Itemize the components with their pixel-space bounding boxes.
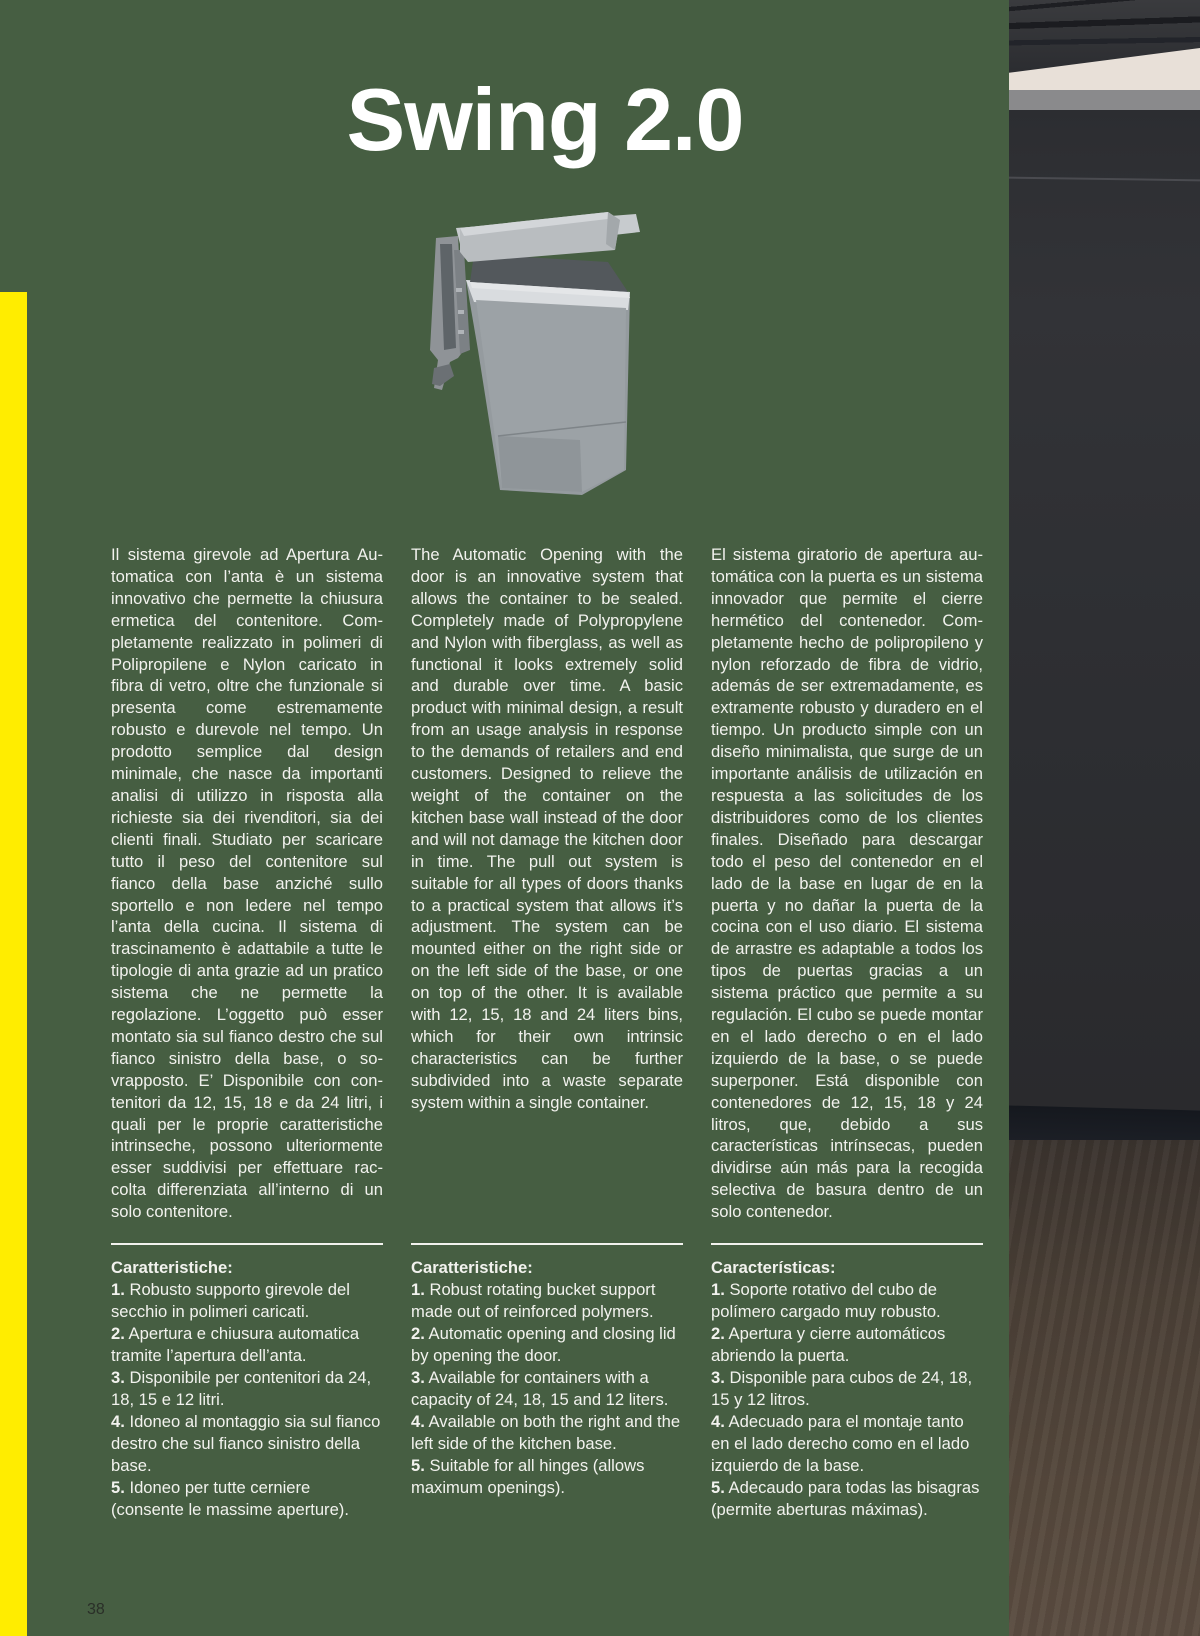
feature-number: 3. xyxy=(111,1368,125,1387)
feature-number: 1. xyxy=(711,1280,725,1299)
feature-text: Disponible para cubos de 24, 18, 15 y 12 litros. xyxy=(711,1368,973,1409)
pull-out-waste-bin-image xyxy=(430,200,645,495)
features-heading-english: Caratteristiche: xyxy=(411,1258,533,1277)
feature-item xyxy=(111,1323,383,1367)
feature-item xyxy=(411,1455,683,1499)
yellow-accent-bar xyxy=(0,292,27,1636)
features-block-spanish xyxy=(711,1243,983,1521)
feature-text: Adecuado para el montaje tanto en el lado derecho como en el lado izquierdo de la base. xyxy=(711,1412,970,1475)
feature-item xyxy=(411,1367,683,1411)
features-heading-spanish: Características: xyxy=(711,1258,836,1277)
feature-number: 4. xyxy=(411,1412,425,1431)
features-block-english xyxy=(411,1243,683,1499)
feature-number: 5. xyxy=(111,1478,125,1497)
feature-item xyxy=(711,1477,983,1521)
feature-number: 2. xyxy=(111,1324,125,1343)
feature-item xyxy=(711,1323,983,1367)
feature-text: Idoneo al montaggio sia sul fianco destro che sul fianco sinistro della base. xyxy=(111,1412,381,1475)
feature-text: Robust rotating bucket support made out of reinforced polymers. xyxy=(411,1280,656,1321)
section-divider xyxy=(411,1243,683,1245)
description-text-spanish: El sistema giratorio de apertura automática con la puerta es un sistema innovador que permite el cierre hermético del contenedor. Completamente hecho de polipropileno y nylon reforzado de fibra de vidrio, además de ser extremadamente, es extramente robusto y duradero en el tiempo. Un producto simple con un diseño minimalista, que surge de un importante análisis de utilización en respuesta a las solicitudes de los distribuidores como de los clientes finales. Diseñado para descargar todo el peso del contenedor en el lado de la base en lugar de en la puerta y no dañar la puerta de la cocina con el uso diario. El sistema de arrastre es adaptable a todos los tipos de puertas gracias a un sistema práctico que permite a su regulación. El cubo se puede montar en el lado derecho o en el lado izquierdo de la base, o se puede superponer. Está disponible con contenedores de 12, 15, 18 y 24 litros, que, debido a sus características intrínsecas, pueden dividirse aún más para la recogida selectiva de basura dentro de un solo contenedor. xyxy=(711,545,983,1222)
feature-number: 2. xyxy=(711,1324,725,1343)
feature-number: 1. xyxy=(111,1280,125,1299)
feature-item xyxy=(111,1411,383,1477)
feature-number: 3. xyxy=(711,1368,725,1387)
feature-item xyxy=(111,1279,383,1323)
feature-text: Apertura y cierre automáticos abriendo la puerta. xyxy=(711,1324,946,1365)
feature-text: Available for containers with a capacity of 24, 18, 15 and 12 liters. xyxy=(411,1368,669,1409)
feature-item xyxy=(411,1323,683,1367)
features-heading-italian: Caratteristiche: xyxy=(111,1258,233,1277)
feature-item xyxy=(411,1411,683,1455)
feature-text: Adecaudo para todas las bisagras (permite aberturas máximas). xyxy=(711,1478,980,1519)
feature-text: Soporte rotativo del cubo de polímero cargado muy robusto. xyxy=(711,1280,941,1321)
feature-text: Disponibile per contenitori da 24, 18, 15 e 12 litri. xyxy=(111,1368,372,1409)
feature-item xyxy=(711,1367,983,1411)
description-column-italian xyxy=(111,544,383,1223)
description-column-spanish xyxy=(711,544,983,1223)
feature-number: 4. xyxy=(711,1412,725,1431)
feature-item xyxy=(411,1279,683,1323)
feature-text: Apertura e chiusura automatica tramite l’apertura dell’anta. xyxy=(111,1324,360,1365)
description-text-english: The Automatic Opening with the door is an innovative system that allows the container to be sealed. Completely made of Polypropylene and Nylon with fiberglass, as well as functional it looks extremely solid and durable over time. A basic product with minimal design, a result from an usage analysis in response to the demands of retailers and end customers. Designed to relieve the weight of the container on the kitchen base wall instead of the door and will not damage the kitchen door in time. The pull out system is suitable for all types of doors thanks to a practical system that allows it’s adjustment. The system can be mounted either on the right side or on the left side of the base, or one on top of the other. It is available with 12, 15, 18 and 24 liters bins, which for their own intrinsic characteristics can be further subdivided into a waste separate system within a single container. xyxy=(411,545,683,1112)
feature-item xyxy=(711,1411,983,1477)
description-text-italian: Il sistema girevole ad Apertura Automatica con l’anta è un sistema innovativo che permette la chiusura ermetica del contenitore. Completamente realizzato in polimeri di Polipropilene e Nylon caricato in fibra di vetro, oltre che funzionale si presenta come estremamente robusto e durevole nel tempo. Un prodotto semplice dal design minimale, che nasce da importanti analisi di utilizzo in risposta alla richieste sia dei rivenditori, sia dei clienti finali. Studiato per scaricare tutto il peso del contenitore sul fianco della base anziché sullo sportello e non ledere nel tempo l’anta della cucina. Il sistema di trascinamento è adattabile a tutte le tipologie di anta grazie ad un pratico sistema che ne permette la regolazione. L’oggetto può esser montato sia sul fianco destro che sul fianco sinistro della base, o sovrapposto. E’ Disponibile con contenitori da 12, 15, 18 e da 24 litri, i quali per le proprie caratteristiche intrinseche, possono ulteriormente esser suddivisi per effettuare raccolta differenziata all’interno di un solo contenitore. xyxy=(111,545,383,1222)
feature-item xyxy=(711,1279,983,1323)
feature-text: Robusto supporto girevole del secchio in polimeri caricati. xyxy=(111,1280,350,1321)
photo-cabinet-front xyxy=(1009,110,1200,1110)
feature-number: 4. xyxy=(111,1412,125,1431)
feature-item xyxy=(111,1367,383,1411)
description-column-english xyxy=(411,544,683,1114)
feature-text: Automatic opening and closing lid by opening the door. xyxy=(411,1324,676,1365)
feature-number: 1. xyxy=(411,1280,425,1299)
section-divider xyxy=(711,1243,983,1245)
page-number: 38 xyxy=(87,1601,105,1618)
page-title: Swing 2.0 xyxy=(346,70,744,169)
feature-text: Idoneo per tutte cerniere (consente le massime aperture). xyxy=(111,1478,349,1519)
features-block-italian xyxy=(111,1243,383,1521)
feature-number: 5. xyxy=(711,1478,725,1497)
feature-number: 5. xyxy=(411,1456,425,1475)
feature-item xyxy=(111,1477,383,1521)
feature-text: Available on both the right and the left side of the kitchen base. xyxy=(411,1412,681,1453)
kitchen-photo-strip xyxy=(1009,0,1200,1636)
feature-number: 3. xyxy=(411,1368,425,1387)
section-divider xyxy=(111,1243,383,1245)
feature-number: 2. xyxy=(411,1324,425,1343)
feature-text: Suitable for all hinges (allows maximum openings). xyxy=(411,1456,645,1497)
photo-wood-floor xyxy=(1009,1140,1200,1636)
